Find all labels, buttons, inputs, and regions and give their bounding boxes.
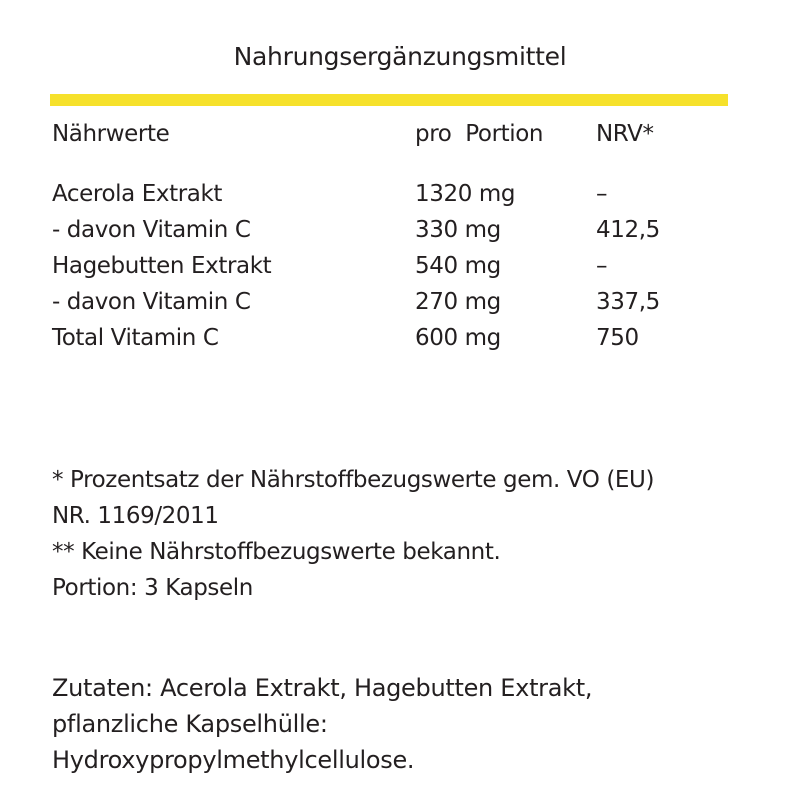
table-row (52, 212, 742, 248)
row-amount: 600 mg (415, 325, 501, 351)
footnote-no-nrv: ** Keine Nährstoffbezugswerte bekannt. (52, 539, 501, 565)
row-nrv: 412,5 (596, 217, 660, 243)
footnotes (52, 462, 752, 606)
header-nrv: NRV* (596, 121, 654, 147)
table-row (52, 284, 742, 320)
row-amount: 270 mg (415, 289, 501, 315)
nutrition-table (52, 114, 742, 356)
row-name: Acerola Extrakt (52, 181, 222, 207)
row-nrv: – (596, 181, 608, 207)
row-name: Hagebutten Extrakt (52, 253, 272, 279)
row-name: - davon Vitamin C (52, 289, 251, 315)
header-per-portion: pro Portion (415, 121, 544, 147)
ingredients-line: Hydroxypropylmethylcellulose. (52, 746, 415, 774)
ingredients-line: Zutaten: Acerola Extrakt, Hagebutten Extrakt, (52, 674, 593, 702)
table-row (52, 320, 742, 356)
row-nrv: 337,5 (596, 289, 660, 315)
table-header-row (52, 114, 742, 154)
ingredients-line: pflanzliche Kapselhülle: (52, 710, 328, 738)
footnote-nrv: * Prozentsatz der Nährstoffbezugswerte gem. VO (EU) (52, 467, 655, 493)
footnote-regulation: NR. 1169/2011 (52, 503, 219, 529)
row-amount: 1320 mg (415, 181, 516, 207)
row-name: Total Vitamin C (52, 325, 219, 351)
header-nutrient: Nährwerte (52, 121, 170, 147)
row-amount: 330 mg (415, 217, 501, 243)
footnote-portion: Portion: 3 Kapseln (52, 575, 253, 601)
yellow-divider (50, 94, 728, 106)
row-nrv: – (596, 253, 608, 279)
row-nrv: 750 (596, 325, 639, 351)
table-row (52, 248, 742, 284)
ingredients-block (52, 670, 772, 778)
table-row (52, 176, 742, 212)
row-amount: 540 mg (415, 253, 501, 279)
table-spacer (52, 154, 742, 176)
row-name: - davon Vitamin C (52, 217, 251, 243)
page-title: Nahrungsergänzungsmittel (233, 42, 567, 71)
